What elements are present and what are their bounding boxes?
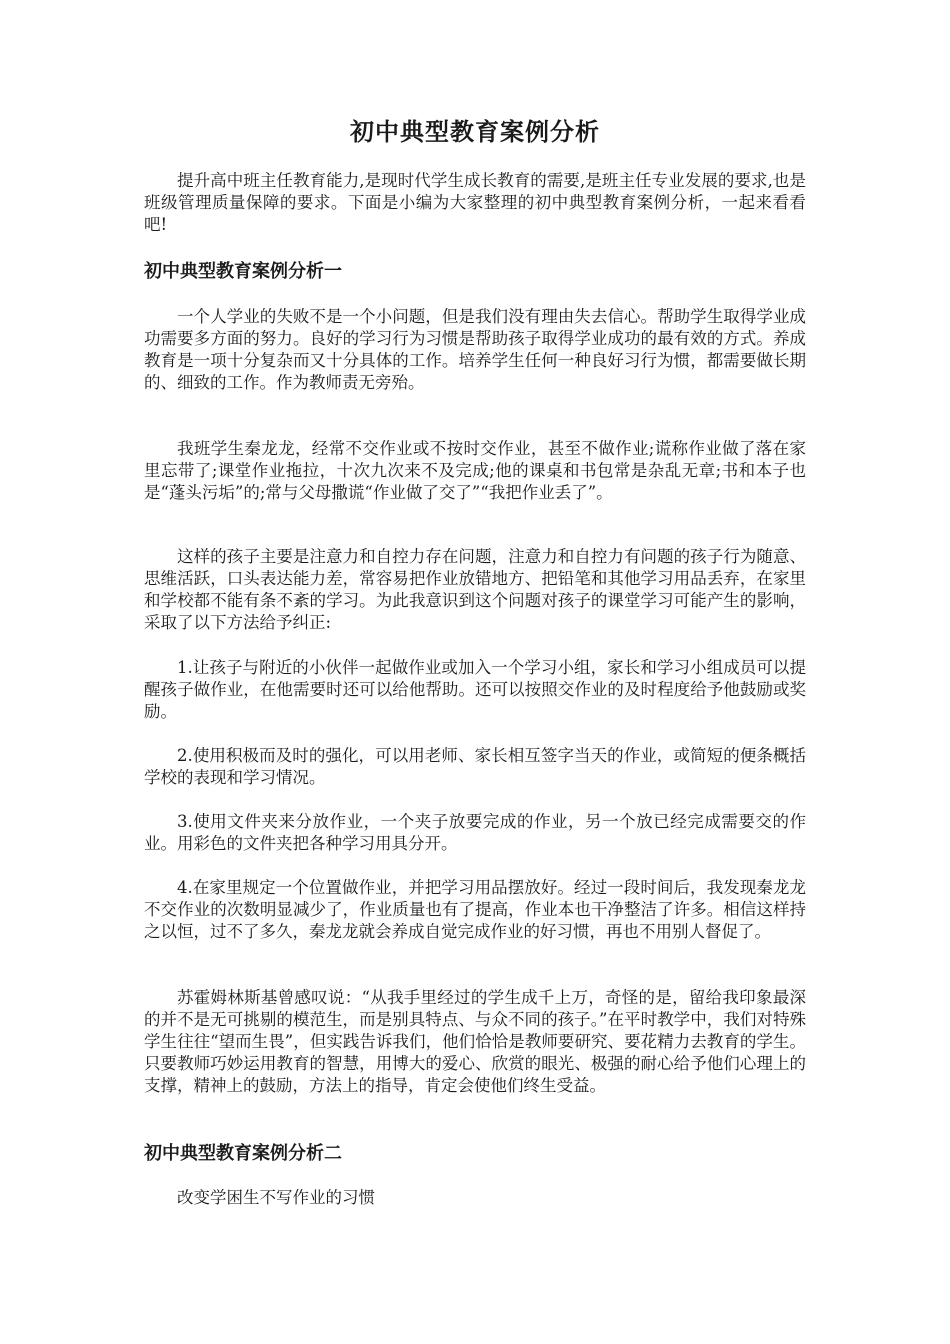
section1-paragraph-1: 一个人学业的失败不是一个小问题，但是我们没有理由失去信心。帮助学生取得学业成功需要多方面的努力。良好的学习行为习惯是帮助孩子取得学业成功的最有效的方式。养成教育是一项十分复杂而又十分具体的工作。培养学生任何一种良好习行为惯，都需要做长期的、细致的工作。作为教师责无旁殆。: [144, 307, 806, 392]
section2-paragraph-1: 改变学困生不写作业的习惯: [177, 1188, 375, 1207]
section1-paragraph-7: 4.在家里规定一个位置做作业，并把学习用品摆放好。经过一段时间后，我发现秦龙龙不交作业的次数明显减少了，作业质量也有了提高，作业本也干净整洁了许多。相信这样持之以恒，过不了多久，秦龙龙就会养成自觉完成作业的好习惯，再也不用别人督促了。: [144, 878, 806, 941]
section1-paragraph-5: 2.使用积极而及时的强化，可以用老师、家长相互签字当天的作业，或简短的便条概括学校的表现和学习情况。: [144, 746, 806, 787]
section1-paragraph-2: 我班学生秦龙龙，经常不交作业或不按时交作业，甚至不做作业;谎称作业做了落在家里忘带了;课堂作业拖拉，十次九次来不及完成;他的课桌和书包常是杂乱无章;书和本子也是“蓬头污垢”的;常与父母撒谎“作业做了交了”“我把作业丢了”。: [144, 439, 806, 502]
section1-paragraph-8: 苏霍姆林斯基曾感叹说：“从我手里经过的学生成千上万，奇怪的是，留给我印象最深的并不是无可挑剔的模范生，而是别具特点、与众不同的孩子。”在平时教学中，我们对特殊学生往往“望而生畏”，但实践告诉我们，他们恰恰是教师要研究、要花精力去教育的学生。只要教师巧妙运用教育的智慧，用博大的爱心、欣赏的眼光、极强的耐心给予他们心理上的支撑，精神上的鼓励，方法上的指导，肯定会使他们终生受益。: [144, 988, 806, 1095]
section-heading-1: 初中典型教育案例分析一: [144, 261, 342, 282]
section-heading-2: 初中典型教育案例分析二: [144, 1143, 342, 1164]
section1-paragraph-4: 1.让孩子与附近的小伙伴一起做作业或加入一个学习小组，家长和学习小组成员可以提醒孩子做作业，在他需要时还可以给他帮助。还可以按照交作业的及时程度给予他鼓励或奖励。: [144, 658, 806, 721]
document-title: 初中典型教育案例分析: [350, 117, 600, 146]
section1-paragraph-3: 这样的孩子主要是注意力和自控力存在问题，注意力和自控力有问题的孩子行为随意、思维活跃，口头表达能力差，常容易把作业放错地方、把铅笔和其他学习用品丢弃，在家里和学校都不能有条不紊的学习。为此我意识到这个问题对孩子的课堂学习可能产生的影响，采取了以下方法给予纠正:: [144, 547, 806, 632]
section1-paragraph-6: 3.使用文件夹来分放作业，一个夹子放要完成的作业，另一个放已经完成需要交的作业。用彩色的文件夹把各种学习用具分开。: [144, 812, 806, 853]
intro-paragraph: 提升高中班主任教育能力,是现时代学生成长教育的需要,是班主任专业发展的要求,也是班级管理质量保障的要求。下面是小编为大家整理的初中典型教育案例分析，一起来看看吧!: [144, 171, 806, 234]
